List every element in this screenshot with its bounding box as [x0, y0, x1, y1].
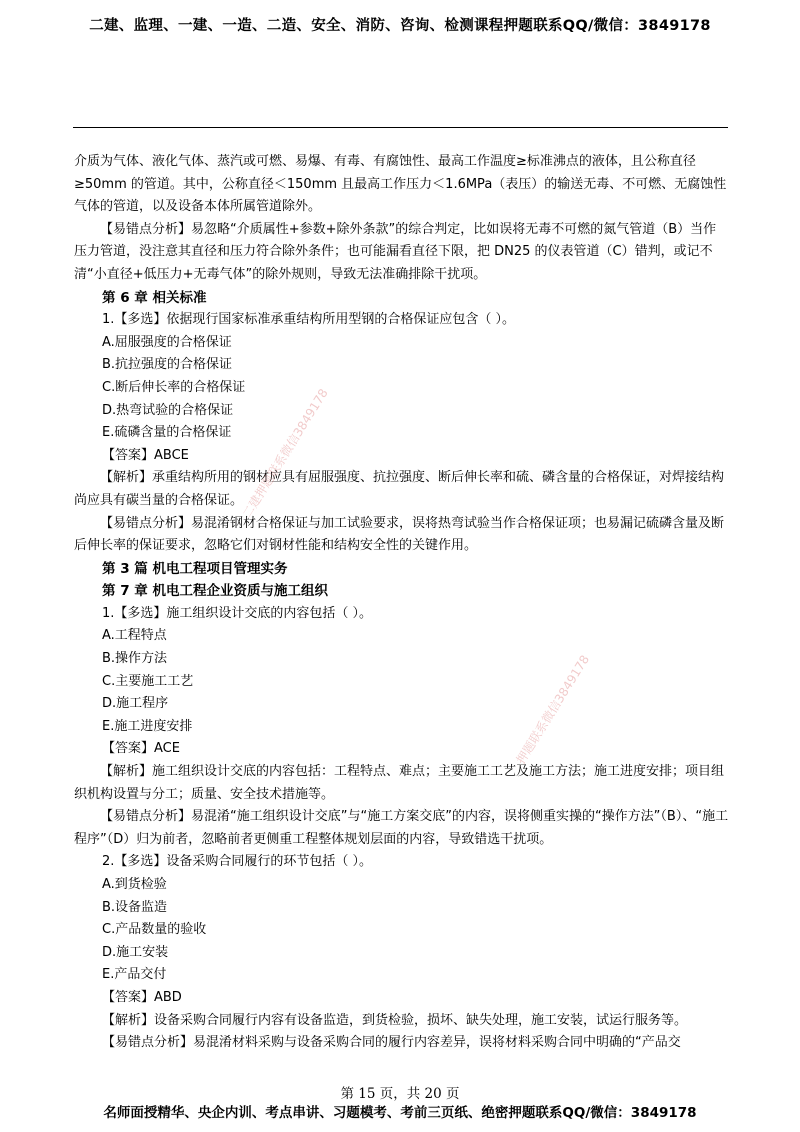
error-analysis: 【易错点分析】易忽略“介质属性+参数+除外条款”的综合判定，比如误将无毒不可燃的氮气管道（B）当作压力管道，没注意其直径和压力符合除外条件；也可能漏看直径下限，把 DN25 的仪表管道（C）错判，或记不清“小直径+低压力+无毒气体”的除外规则，导致无法准确排除干扰项。 [74, 221, 717, 282]
option: E.施工进度安排 [102, 718, 193, 734]
question: 2.【多选】设备采购合同履行的环节包括（ ）。 [102, 854, 373, 870]
watermark: 押题联系微信3849178 [513, 652, 593, 767]
error-analysis: 【易错点分析】易混淆“施工组织设计交底”与“施工方案交底”的内容，误将侧重实操的“操作方法”（B）、“施工程序”（D）归为前者，忽略前者更侧重工程整体规划层面的内容，导致错选干扰项。 [74, 809, 729, 847]
part-heading: 第 3 篇 机电工程项目管理实务 [102, 560, 288, 577]
chapter-heading: 第 7 章 机电工程企业资质与施工组织 [102, 583, 328, 600]
answer: 【答案】ACE [102, 741, 180, 757]
paragraph: 介质为气体、液化气体、蒸汽或可燃、易爆、有毒、有腐蚀性、最高工作温度≥标准沸点的液体，且公称直径≥50mm 的管道。其中，公称直径＜150mm 且最高工作压力＜1.6MPa（表压）的输送无毒、不可燃、无腐蚀性气体的管道，以及设备本体所属管道除外。 [74, 154, 727, 215]
page-header: 二建、监理、一建、一造、二造、安全、消防、咨询、检测课程押题联系QQ/微信：3849178 [89, 18, 711, 34]
page-footer: 名师面授精华、央企内训、考点串讲、习题模考、考前三页纸、绝密押题联系QQ/微信：3849178 [103, 1105, 697, 1121]
option: C.主要施工工艺 [102, 673, 194, 689]
option: A.工程特点 [102, 628, 167, 644]
question: 1.【多选】依据现行国家标准承重结构所用型钢的合格保证应包含（ ）。 [102, 312, 516, 328]
error-analysis: 【易错点分析】易混淆材料采购与设备采购合同的履行内容差异，误将材料采购合同中明确的“产品交 [102, 1035, 681, 1051]
page-number: 第 15 页，共 20 页 [340, 1086, 460, 1102]
explanation: 【解析】设备采购合同履行内容有设备监造，到货检验，损坏、缺失处理，施工安装，试运行服务等。 [102, 1012, 688, 1028]
answer: 【答案】ABD [102, 989, 182, 1005]
option: D.施工程序 [102, 696, 169, 712]
chapter-heading: 第 6 章 相关标准 [102, 289, 207, 306]
option: D.热弯试验的合格保证 [102, 402, 234, 418]
option: A.屈服强度的合格保证 [102, 334, 232, 350]
option: C.断后伸长率的合格保证 [102, 379, 246, 395]
option: B.设备监造 [102, 899, 168, 915]
header-divider [73, 127, 728, 128]
option: D.施工安装 [102, 944, 169, 960]
option: C.产品数量的验收 [102, 922, 207, 938]
watermark: 二建押题联系微信3849178 [239, 386, 331, 521]
explanation: 【解析】施工组织设计交底的内容包括：工程特点、难点；主要施工工艺及施工方法；施工进度安排；项目组织机构设置与分工；质量、安全技术措施等。 [74, 764, 725, 802]
option: B.抗拉强度的合格保证 [102, 357, 233, 373]
document-body [74, 151, 729, 1055]
error-analysis: 【易错点分析】易混淆钢材合格保证与加工试验要求，误将热弯试验当作合格保证项；也易漏记硫磷含量及断后伸长率的保证要求，忽略它们对钢材性能和结构安全性的关键作用。 [74, 515, 725, 554]
option: A.到货检验 [102, 877, 167, 892]
option: E.硫磷含量的合格保证 [102, 425, 232, 441]
question: 1.【多选】施工组织设计交底的内容包括（ ）。 [102, 605, 373, 621]
explanation: 【解析】承重结构所用的钢材应具有屈服强度、抗拉强度、断后伸长率和硫、磷含量的合格保证，对焊接结构尚应具有碳当量的合格保证。 [74, 470, 725, 508]
option: E.产品交付 [102, 967, 167, 983]
answer: 【答案】ABCE [102, 447, 189, 463]
option: B.操作方法 [102, 651, 168, 667]
